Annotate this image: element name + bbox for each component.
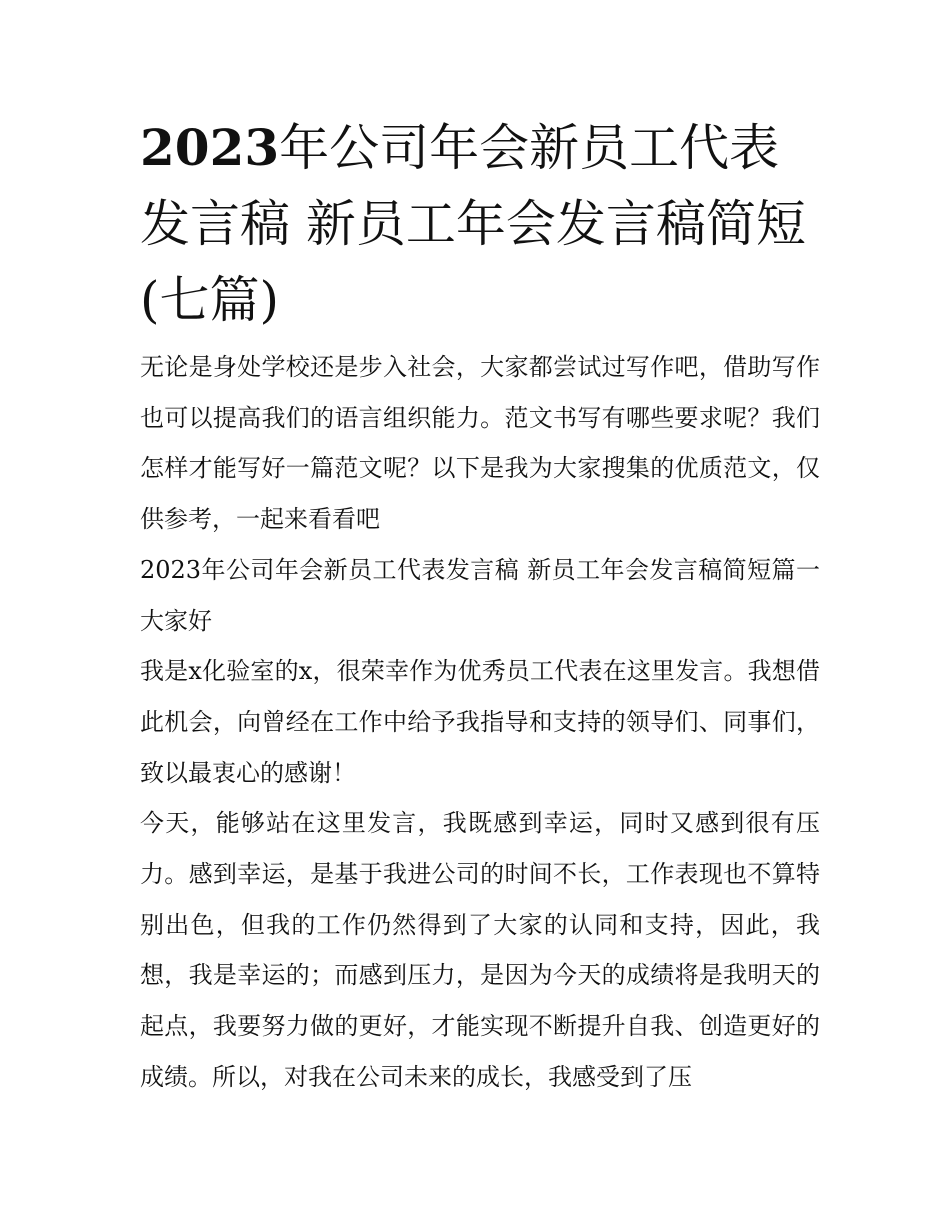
intro-paragraph: 无论是身处学校还是步入社会，大家都尝试过写作吧，借助写作也可以提高我们的语言组织能力。范文书写有哪些要求呢？我们怎样才能写好一篇范文呢？以下是我为大家搜集的优质范文，仅供参考，一起来看看吧 (140, 353, 820, 534)
body-paragraph-2: 今天，能够站在这里发言，我既感到幸运，同时又感到很有压力。感到幸运，是基于我进公司的时间不长，工作表现也不算特别出色，但我的工作仍然得到了大家的认同和支持，因此，我想，我是幸运的；而感到压力，是因为今天的成绩将是我明天的起点，我要努力做的更好，才能实现不断提升自我、创造更好的成绩。所以，对我在公司未来的成长，我感受到了压 (140, 809, 820, 1091)
section-heading-paragraph: 2023年公司年会新员工代表发言稿 新员工年会发言稿简短篇一 大家好 (140, 555, 820, 635)
document-body (140, 110, 820, 1103)
document-title-text: 年公司年会新员工代表发言稿 新员工年会发言稿简短(七篇) (140, 119, 806, 329)
document-title-year: 2023 (140, 118, 280, 177)
body-paragraph-1: 我是x化验室的x，很荣幸作为优秀员工代表在这里发言。我想借此机会，向曾经在工作中给予我指导和支持的领导们、同事们，致以最衷心的感谢！ (140, 657, 820, 787)
document-title (140, 110, 820, 338)
